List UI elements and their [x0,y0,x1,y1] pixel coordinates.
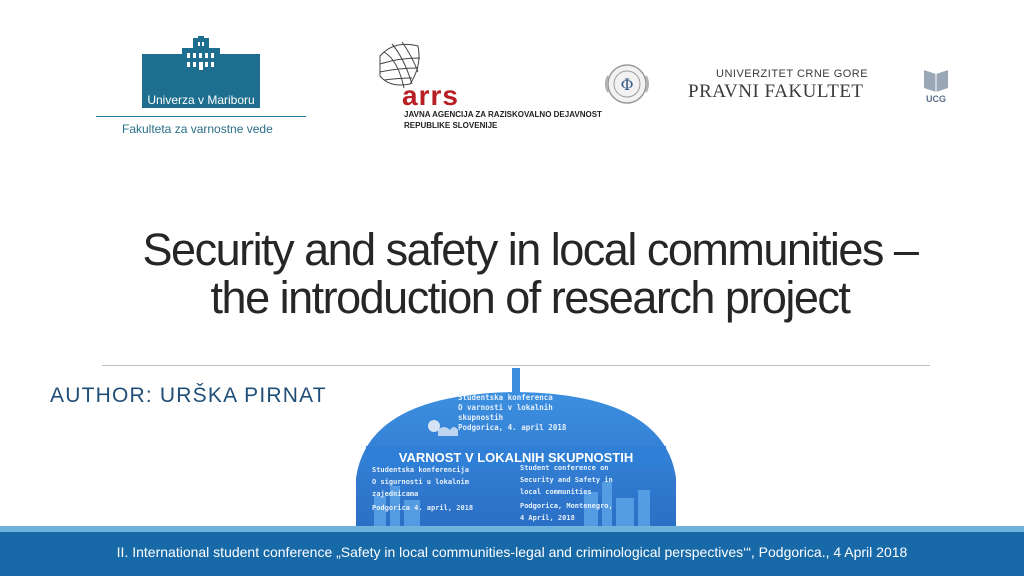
ucg-logo [916,66,956,106]
poster-top-line-1: Študentska konferenca [458,393,553,402]
poster-left-line-1: Studentska konferencija [372,466,469,474]
poster-right-line-5: 4 April, 2018 [520,514,575,522]
author-line: AUTHOR: URŠKA PIRNAT [50,384,327,407]
poster-top-line-2: O varnosti v lokalnih [458,403,553,412]
conference-poster-image [354,368,678,528]
poster-left-line-2: O sigurnosti u lokalnim [372,478,469,486]
maribor-university-logo [96,36,306,146]
poster-banner: VARNOST V LOKALNIH SKUPNOSTIH [398,450,634,465]
poster-left-line-4: Podgorica 4. april, 2018 [372,504,474,512]
maribor-logo-divider [96,116,306,117]
title-line-1: Security and safety in local communities – [142,224,918,275]
arrs-wordmark: arrs [402,80,459,111]
title-divider [102,365,930,366]
maribor-university-name: Univerza v Mariboru [147,93,255,107]
poster-left-line-3: zajednicama [372,490,419,498]
poster-top-line-4: Podgorica, 4. april 2018 [458,423,567,432]
university-building-icon [178,36,224,72]
law-faculty-name: PRAVNI FAKULTET [688,81,864,102]
poster-right-line-4: Podgorica, Montenegro, [520,502,613,510]
arrs-agency-line1: JAVNA AGENCIJA ZA RAZISKOVALNO DEJAVNOST [404,110,602,119]
faculty-seal-icon [602,62,652,106]
footer-bar [0,532,1024,576]
maribor-faculty-name: Fakulteta za varnostne vede [122,122,273,136]
footer-conference-text: II. International student conference „Safety in local communities-legal and criminological perspectives‘“, Podgorica., 4 April 2018 [116,544,908,560]
title-line-2: the introduction of research project [210,272,850,323]
poster-right-line-2: Security and Safety in [520,476,613,484]
poster-top-line-3: skupnostih [458,413,504,422]
montenegro-university-name: UNIVERZITET CRNE GORE [716,68,869,80]
slide-title [110,226,950,322]
arrs-agency-line2: REPUBLIKE SLOVENIJE [404,121,498,130]
arrs-logo [372,38,602,138]
ucg-label: UCG [926,94,946,104]
poster-right-line-3: local communities [520,488,592,496]
svg-text:Φ: Φ [620,75,634,94]
poster-right-line-1: Student conference on [520,464,609,472]
book-icon [916,66,956,106]
